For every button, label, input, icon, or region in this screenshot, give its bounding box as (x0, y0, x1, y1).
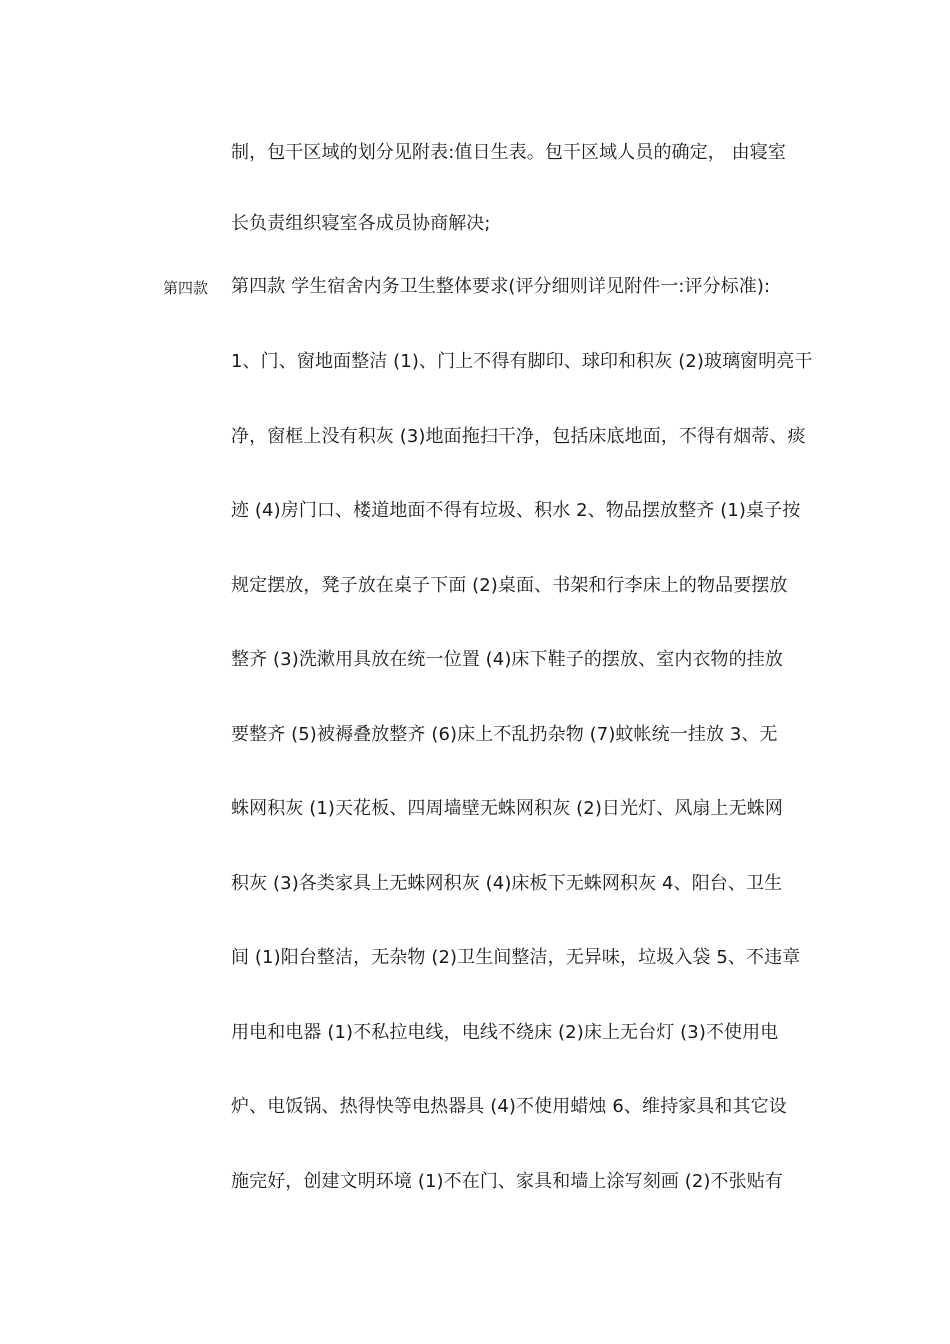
margin-article-label: 第四款 (163, 279, 209, 297)
text-line: 制，包干区域的划分见附表:值日生表。包干区域人员的确定， 由寝室 (231, 142, 786, 163)
article-heading: 第四款 学生宿舍内务卫生整体要求(评分细则详见附件一:评分标准): (231, 276, 771, 297)
text-line: 规定摆放，凳子放在桌子下面 (2)桌面、书架和行李床上的物品要摆放 (231, 575, 788, 596)
text-line: 蛛网积灰 (1)天花板、四周墙壁无蛛网积灰 (2)日光灯、风扇上无蛛网 (231, 798, 783, 819)
text-line: 迹 (4)房门口、楼道地面不得有垃圾、积水 2、物品摆放整齐 (1)桌子按 (231, 500, 801, 521)
text-line: 施完好，创建文明环境 (1)不在门、家具和墙上涂写刻画 (2)不张贴有 (231, 1171, 783, 1192)
text-line: 1、门、窗地面整洁 (1)、门上不得有脚印、球印和积灰 (2)玻璃窗明亮干 (231, 351, 813, 372)
text-line: 炉、电饭锅、热得快等电热器具 (4)不使用蜡烛 6、维持家具和其它设 (231, 1096, 787, 1117)
text-line: 净，窗框上没有积灰 (3)地面拖扫干净，包括床底地面，不得有烟蒂、痰 (231, 426, 806, 447)
text-line: 积灰 (3)各类家具上无蛛网积灰 (4)床板下无蛛网积灰 4、阳台、卫生 (231, 873, 783, 894)
text-line: 要整齐 (5)被褥叠放整齐 (6)床上不乱扔杂物 (7)蚊帐统一挂放 3、无 (231, 724, 778, 745)
text-line: 用电和电器 (1)不私拉电线，电线不绕床 (2)床上无台灯 (3)不使用电 (231, 1022, 779, 1043)
text-line: 间 (1)阳台整洁，无杂物 (2)卫生间整洁，无异味，垃圾入袋 5、不违章 (231, 947, 801, 968)
text-line: 长负责组织寝室各成员协商解决; (231, 213, 491, 234)
text-line: 整齐 (3)洗漱用具放在统一位置 (4)床下鞋子的摆放、室内衣物的挂放 (231, 649, 783, 670)
